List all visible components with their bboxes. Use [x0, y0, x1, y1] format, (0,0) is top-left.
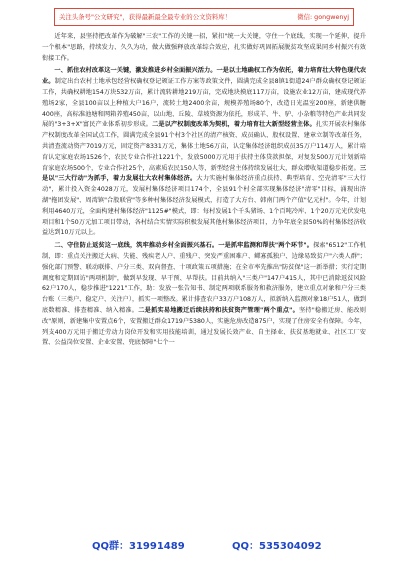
paragraph-intro: 近年来，县坚持把改革作为破解"三农"工作的关键一招，紧扣"统一大关键，守住一个底线，实现一个延伸，提升一个根本"思路，持续发力、久久为功，做大做强释放改革综合效应，扎实做好巩固拓展脱贫攻坚成果同乡村振兴有效衔接工作。 — [42, 33, 366, 62]
banner-text: 关注头条号"公文研究"，获得最新最全最专业的公文资料库！ — [59, 13, 232, 21]
qq-group-label: QQ群：31991489 — [92, 541, 185, 552]
banner-wechat: 微信: gongwenyj — [297, 13, 349, 21]
qq-label: QQ：535304092 — [232, 541, 322, 552]
promo-banner — [54, 8, 354, 26]
paragraph-section-2: 二、守住防止返贫这一底线，筑牢推动乡村全面振兴基石。一是抓牢监测和帮扶"两个环节"。探索"6512"工作机制，即：重点关注搬迁大病、失能、残疾老人户、重残户、突发严重困难户、鳏寡孤独户、边缘易致贫户"六类人群"；强化部门预警、联动联排、户分三类、双向督查、十项政策五项措施；在全市率先推出"防贫保"这一新举措；实行定期调度和定期回访"两项机制"，做到早发现、早干预、早帮扶。目前共纳入"三类户"147户415人，其中已消除返贫风险62户170人，稳步推进"1221"工作，助：发放一张告知书、制定两项联系服务和救济服务，建立重点对象和户分三类台账（三类户、稳定户、关注户），抓实一项整改。累计排查农户33万户108万人，拟新纳入监测对象18户51人，做到底数精准、排查精准、纳入精准。二是抓实易地搬迁后续扶持和扶贫资产管理"两个重点"。坚持"稳搬迁房、能改则改"原则，新建集中安置点6个，安置搬迁群众1719户5380人，实施危房改造875户，实现了住房安全有保障。今年，列支400万元用于搬迁劳动力岗位开发和实用技能培训，通过发展长效产业、自主择业、扶贫基地就业、社区工厂安置、公益岗位安置、企业安置、兜底保障"七个一 — [42, 242, 366, 347]
contact-footer — [0, 537, 408, 553]
document-body — [42, 32, 366, 351]
paragraph-section-1: 一、抓住农村改革这一关键，激发推进乡村全面振兴活力。一是以土地确权工作为依托，着力培育壮大特色现代农业。制定出台农村土地承包经营权确权登记颁证工作方案等政策文件，圆满完成全县8镇1街道24户群众确权登记颁证工作，共确权耕地154万块532万亩，累计流转耕地219万亩，完成地块摸底117万亩，设施农业12万亩，建成现代养殖场2家，全县100亩以上种植大户16户，流转土地2400余亩，规模养殖场80个，改造日光温室200座，新建供糖400座，高标准池塘和网箱养殖450亩，以山地、丘陵、草坡资源为依托，形成羊、牛、驴、小杂粮等特色产业共同发展的"3+3+X"富民产业体系初步形成。二是以产权制度改革为契机，着力培育壮大新型经营主体。扎实开展农村集体产权制度改革全国试点工作，圆满完成全县91个村3个社区的清产核资、成员确认、股权设置、建章立制等改革任务，共清查流动资产7019万元，固定资产8331万元，集体土地56万亩，认定集体经济组织成员35万户114万人，累计培育认定家庭农场1526个，农民专业合作社1221个，发放5000万元用于扶持主体贷款担保，对复发500万元计划新培育家庭农场500个，专业合作社25个，高素质农民150人等，新型经营主体持续发展壮大，群众增收渠道稳步拓宽。三是以"三大行动"为抓手，着力发展壮大农村集体经济。大力实施村集体经济重点扶持、典型培育、空壳清零"三大行动"，累计投入资金4028万元，发展村集体经济项目174个，全县91个村全部实现集体经济"清零"目标，涌现出浒湖"拖团发展"、周湾镇"合股联营"等多种村集体经济发展模式，打造了大方台、韩南门两个产值"亿元村"。今年，计划利用4640万元，全面构建村集体经济"1125#"模式，即：每村发展1个千头猪场、1个百吨冷库、1个20万元光伏发电项目和1个50万元加工项目带动，各村结合实情实际积极发展其他村集体经济项目，力争年底全县50%的村集体经济收益达到10万元以上。 — [42, 67, 367, 237]
